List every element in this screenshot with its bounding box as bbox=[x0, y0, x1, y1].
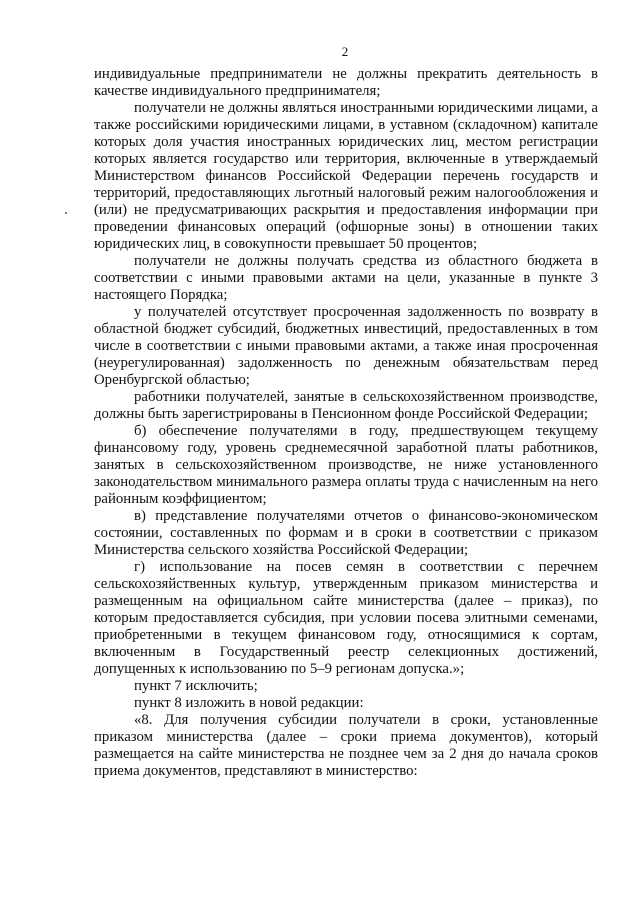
paragraph-overdue-debt: у получателей отсутствует просроченная задолженность по возврату в областной бюджет субсидий, бюджетных инвестиций, предоставленных в том числе в соответствии с иными правовыми актами, а также иная просроченная (неурегулированная) задолженность по денежным обязательствам перед Оренбургской областью; bbox=[94, 304, 598, 388]
paragraph-item-b: б) обеспечение получателями в году, предшествующем текущему финансовому году, уровень среднемесячной заработной платы работников, занятых в сельскохозяйственном производстве, не ниже установленного законодательством минимального размера оплаты труда с начисленным на него районным коэффициентом; bbox=[94, 423, 598, 507]
paragraph-pension-fund: работники получателей, занятые в сельскохозяйственном производстве, должны быть зарегистрированы в Пенсионном фонде Российской Федерации; bbox=[94, 389, 598, 422]
paragraph-item-g: г) использование на посев семян в соответствии с перечнем сельскохозяйственных культур, утвержденным приказом министерства и размещенным на официальном сайте министерства (далее – приказ), по которым предоставляется субсидия, при условии посева элитными семенами, приобретенными в текущем финансовом году, относящимися к сортам, включенным в Государственный реестр селекционных достижений, допущенных к использованию по 5–9 регионам допуска.»; bbox=[94, 559, 598, 677]
paragraph-item-v: в) представление получателями отчетов о финансово-экономическом состоянии, составленных по формам и в сроки в соответствии с приказом Министерства сельского хозяйства Российской Федерации; bbox=[94, 508, 598, 558]
margin-mark bbox=[65, 212, 67, 214]
paragraph-item-8-new: пункт 8 изложить в новой редакции: bbox=[134, 695, 364, 711]
paragraph-regional-budget: получатели не должны получать средства из областного бюджета в соответствии с иными правовыми актами на цели, указанные в пункте 3 настоящего Порядка; bbox=[94, 253, 598, 303]
page-number: 2 bbox=[341, 44, 349, 59]
paragraph-item-8-text: «8. Для получения субсидии получатели в сроки, установленные приказом министерства (далее – сроки приема документов), который размещается на сайте министерства не позднее чем за 2 дня до начала сроков приема документов, представляют в министерство: bbox=[94, 712, 598, 779]
document-body bbox=[94, 66, 598, 780]
paragraph-continuation: индивидуальные предприниматели не должны прекратить деятельность в качестве индивидуального предпринимателя; bbox=[94, 66, 598, 99]
paragraph-item-7-removed: пункт 7 исключить; bbox=[134, 678, 258, 694]
paragraph-foreign-entities: получатели не должны являться иностранными юридическими лицами, а также российскими юридическими лицами, в уставном (складочном) капитале которых доля участия иностранных юридических лиц, местом регистрации которых является государство или территория, включенные в утверждаемый Министерством финансов Российской Федерации перечень государств и территорий, предоставляющих льготный налоговый режим налогообложения и (или) не предусматривающих раскрытия и предоставления информации при проведении финансовых операций (офшорные зоны) в отношении таких юридических лиц, в совокупности превышает 50 процентов; bbox=[94, 100, 598, 252]
